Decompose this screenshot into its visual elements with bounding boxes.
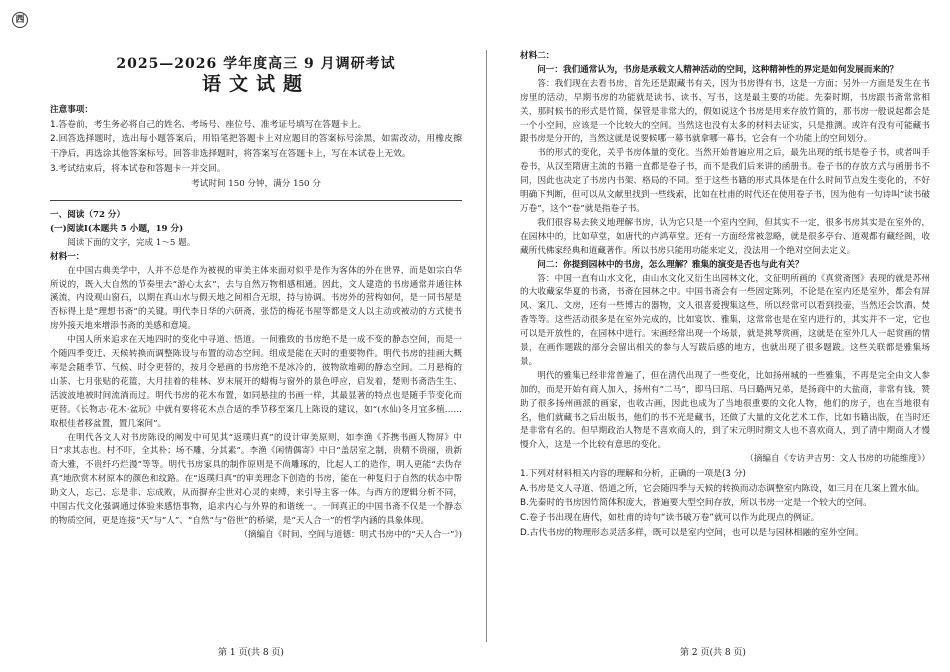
notice-item: 3.考试结束后，将本试卷和答题卡一并交回。 — [50, 163, 226, 174]
source-citation: （摘编自《专访尹吉男：文人书房的功能维度》） — [745, 454, 930, 465]
question-option: C.卷子书出现在唐代，如杜甫的诗句“读书破万卷”就可以作为此现点的例证。 — [520, 512, 820, 523]
question-option: D.古代书房的物理形态灵活多样，既可以是室内空间，也可以是与园林相融的室外空间。 — [520, 527, 864, 538]
paragraph: 中国人所来追求在天地四时的变化中寻道、悟道。一间雅致的书房绝不是一成不变的静态空间，而是一个随四季变迁、天候转换而调整陈设与布置的动态空间。组成是能在天时的重要物件。明代书房的挂画大概率是会随季节、气候、时令更替的，按月令悬画的书房绝不是冰冷的，彼物欲堆砌的静态空间。二月悬梅的山茶、七月张贴的花篮，大月挂着的桂林、岁末展开的蜡梅与窗外的景色呼应，启发着，楚则书斋浩生生、活波波地被时间流淌而过。明代书房的花木布置，如同悬挂的书画一样，其最显著的特点也是随手节变化而更替。《长物志·花木·盆玩》中就有要将花木点合适的季节移至案几上陈设的建议，如“(水仙)冬月宜多植……取根佳者移盆置，置几案间”。 — [50, 335, 462, 429]
source-citation: （摘编自《时间、空间与道德：明式书房中的“天人合一”》) — [239, 529, 462, 540]
exam-title: 2025—2026 学年度高三 9 月调研考试 — [116, 56, 396, 72]
paragraph: 明代的雅集已经非常普遍了，但在清代出现了一些变化，比如扬州城的一些雅集，不再是完全由文人参加的，而是开始有商人加入，扬州有“二马”，即马曰琯、马曰璐两兄弟，是扬商中的大盐商，非常有钱，赞助了很多扬州画派的画家，也收古画，因此也成为了当地很重要的文化人物，他们的房子，也在当地很有名，他们就藏书之后出版书，他们的书不光是藏书，还做了大量的文化艺术工作，比如书籍出版，在当时还是非常有名的。但早期政治人物是不喜欢商人的，到了宋元明时期文人也不喜欢商人，到了清中期商人才慢慢介入，这是一个比较有意思的变化。 — [520, 370, 930, 451]
notice-item: 1.答卷前，考生务必将自己的姓名、考场号、座位号、准考证号填写在答题卡上。 — [50, 119, 367, 130]
corner-mark: 西 — [12, 12, 28, 28]
column-divider — [486, 50, 487, 642]
paragraph: 答：中国一直有山水文化，由山水文化又衍生出园林文化，文征明所画的《真赏斋图》表现的就是苏州的大收藏家华夏的书斋，书斋在园林之中。中国书斋会有一些固定陈列，不论是在室内还是室外，都会有屏风、案几、文房，还有一些博古的器物，文人很喜爱搜集这些，所以经常可以看到投壶，当然还会饮酒、焚香等等。这些活动很多是在室外完成的，比如宴饮、雅集，这常常也是在室内进行的，其实并不一定，它也可以是开放性的，在园林中进行。宋画经常出现一个场景，就是挑琴赏画，这就是在室外几人一起赏画的情景，在画作题跋的部分会留出相关的参与人写跋后感的地方，也就出现了很多题跋。这些关联都是雅集场景。 — [520, 273, 930, 367]
question-option: A.书房是文人寻道、悟道之所，它会随四季与天候的转换而动态调整室内陈设，如三月在几案上置水仙。 — [520, 483, 925, 494]
question-stem: 1.下列对材料相关内容的理解和分析，正确的一项是(3 分) — [520, 469, 746, 480]
notice-heading: 注意事项： — [50, 104, 93, 115]
paragraph: 我们很容易去狭义地理解书房，认为它只是一个室内空间，但其实不一定，很多书房其实是在室外的，在园林中的，比如草堂，如唐代的卢鸿草堂。还有一方面经常被忽略，就是很多亭台、道观都有藏经阁，收藏所代佛家经典和道藏著作。所以书房只能用功能来定义，没法用一个绝对空间去定义。 — [520, 217, 930, 256]
question-option: B.先秦时的书房因竹简体积庞大，普遍要大型空间存放，所以书房一定是一个较大的空间。 — [520, 498, 872, 509]
interview-question: 问一：我们通常认为，书房是承载文人精神活动的空间，这种精神性的界定是如何发展而来的？ — [537, 64, 899, 75]
page-number-left: 第 1 页(共 8 页) — [218, 648, 284, 658]
left-column — [50, 52, 462, 636]
paragraph: 书的形式的变化，关乎书房体量的变化。当然开始普遍应用之后，最先出现的纸书是卷子书，或者叫手卷书，从汉至隋唐主流的书籍一直都是卷子书，而不是我们后来讲的函册书。卷子书的存放方式与函册书不同，因此也决定了书房内书架、格局的不同。至于这些书籍的形式具体是在什么时间节点发生变化的，不好明确下判断，但可以从文献里找到一些线索，比如在杜甫的时代还在使用卷子书，因为他有一句诗叫“读书破万卷”，这个“卷”就是指卷子书。 — [520, 148, 930, 214]
paragraph: 答：我们现在去看书房，首先还是跟藏书有关，因为书房得有书，这是一方面；另外一方面是发生在书房里的活动，早期书房的功能就是读书、读书、写书，这是最主要的功能。先秦时期，书房跟书斋常常相关，那时候书的形式是竹简，保管是非常大的，假如说这个书房是用来存放竹简的，那书房一般说起都会是一个小空间，应该是一个比较大的空间。当然这也没有太多的材料去证实，只是推测。或许有没有可能藏书跟书房是分开的，当然这就是说要候哪一幕书就拿哪一幕书，它会有一个功能上的空间划分。 — [520, 78, 930, 145]
interview-question: 问二：你提到园林中的书房，怎么理解？雅集的演变是否也与此有关？ — [537, 259, 804, 270]
material-1-label: 材料一： — [50, 251, 85, 262]
right-column — [520, 50, 930, 636]
instruction: 阅读下面的文字，完成 1～5 题。 — [67, 237, 196, 248]
subsection-heading: (一)阅读Ⅰ(本题共 5 小题，19 分) — [50, 223, 184, 234]
material-2-label: 材料二： — [520, 51, 555, 61]
paragraph: 在明代各文人对书房陈设的阐发中可见其“返璞归真”的设计审美原则，如李渔《芥携书画人物屏》中日“求其志也。村不吓，全其朴；场不雕，分其素”。李渔《闲情偶寄》中日“盖居室之制，贵精不贵丽，贵新奇大雅，不贵纤巧烂漫”等等。明代书房家具的制作原则是不尚雕琢的，比起人工的造作，明人更能“去伪存真”地欣赏木材原本的颜色和纹路。在“返璞归真”的审美理念下创造的书房，能在一种复归于自然的状态中帮助文人，忘己、忘是非、忘成败，从而摒弃尘世对心灵的束缚，来引导主客一体。与西方的逻辑分析不同，中国古代文化强调通过体验来感悟事物，追求内心与外界的和谐统一。一间真正的中国书斋不仅是一个静态的物质空间，更是连接“天”与“人”、“自然”与“俗世”的桥梁，是“天人合一”的哲学内涵的具象体现。 — [50, 432, 462, 526]
page-number-right: 第 2 页(共 8 页) — [680, 648, 746, 658]
paragraph: 在中国古典美学中，人并不总是作为被视的审美主体来面对似乎是作为客体的外在世界，而是如宗白华所说的，既入大自然的节奏里去“游心太玄”，去与自然万物相感相通。因此，文人建造的书房通常并通往林溪流，内设观山窗石，以期在真山水与假天地之间相合无垠，持与协调。书房外的营构如何，是一同书屋是否标得上是“理想书斋”的关键。明代李日华的六研斋，张岱的梅花书屋等都是文人以主动或被动的方式使书房外接天地来增添书斋的美感和意境。 — [50, 265, 462, 332]
divider-rule — [50, 200, 462, 201]
subject-title: 语文试题 — [201, 72, 310, 95]
time-score: 考试时间 150 分钟，满分 150 分 — [191, 179, 321, 190]
section-heading: 一、阅读（72 分） — [50, 210, 126, 220]
notice-item: 2.回答选择题时，选出每小题答案后，用铅笔把答题卡上对应题目的答案标号涂黑，如需改动，用橡皮擦干净后，再选涂其他答案标号。回答非选择题时，将答案写在答题卡上，写在本试卷上无效。 — [50, 134, 462, 159]
